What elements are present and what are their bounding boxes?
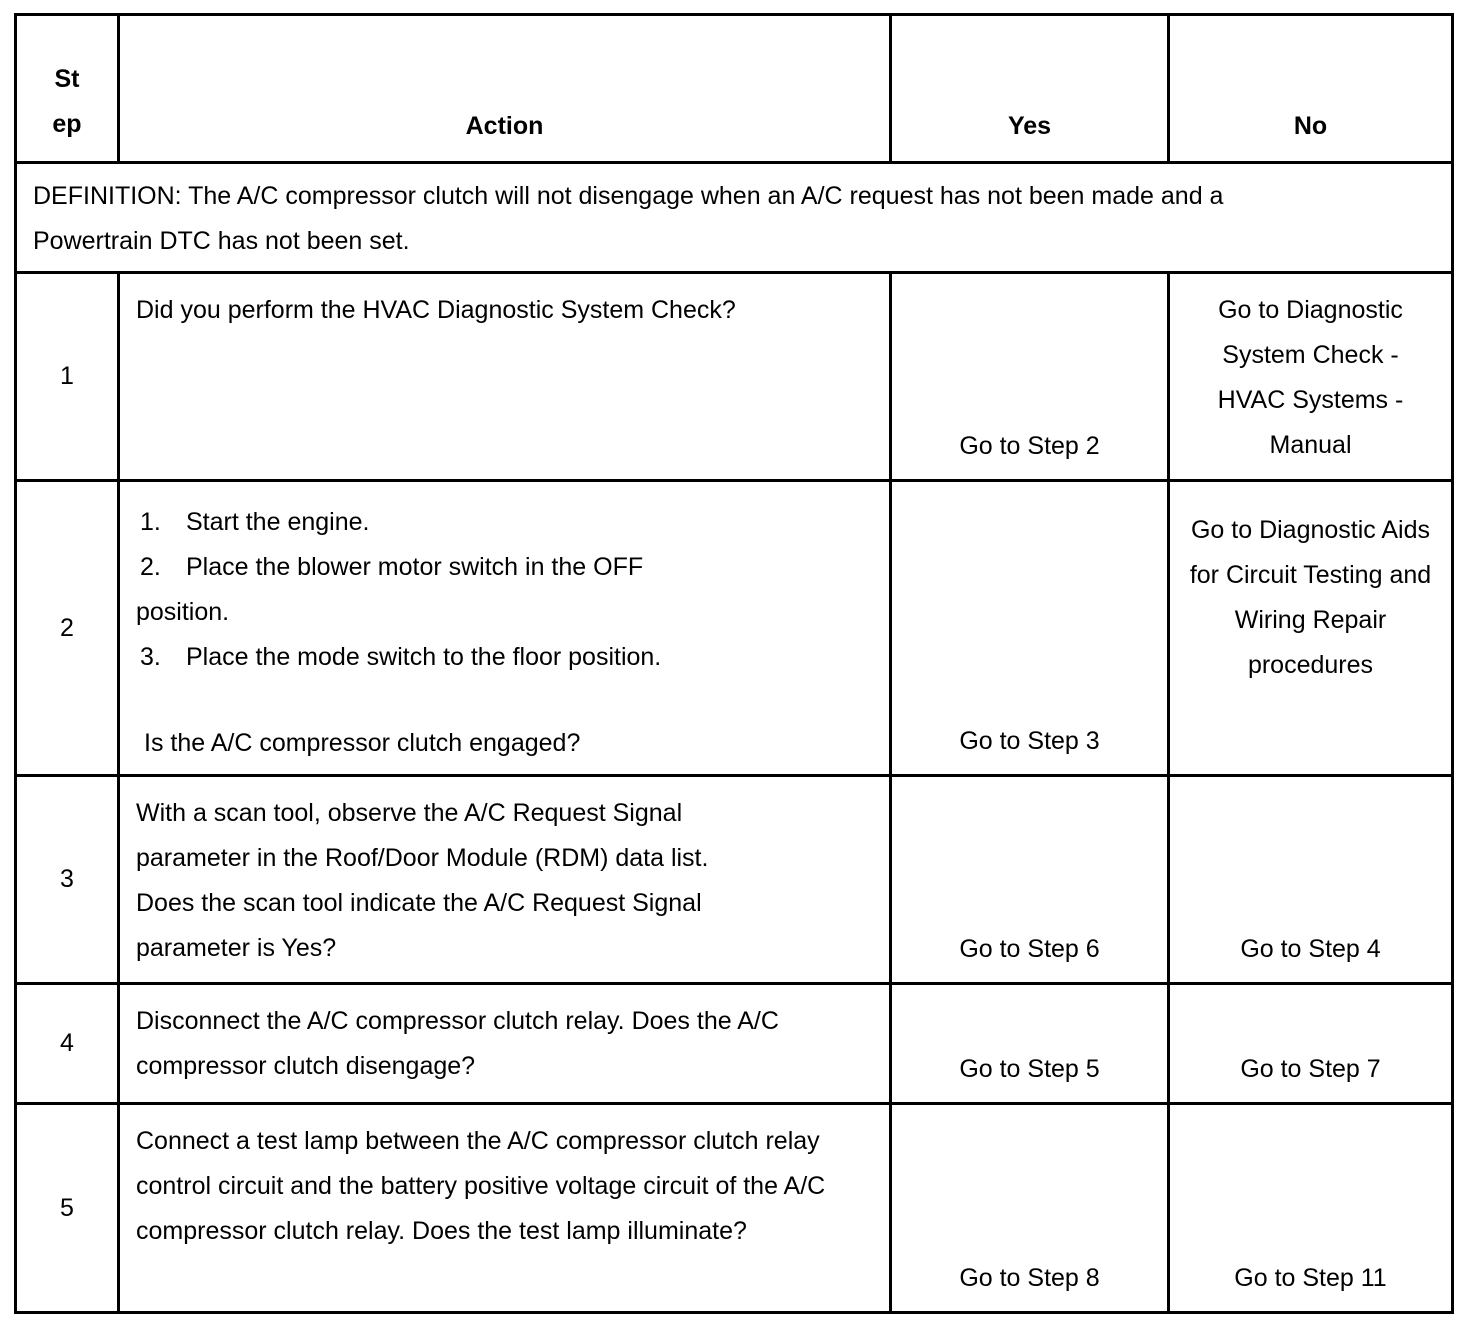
yes-result: Go to Step 5 — [891, 984, 1169, 1104]
definition-row — [16, 163, 1453, 273]
yes-result: Go to Step 6 — [891, 776, 1169, 984]
table-row — [16, 984, 1453, 1104]
header-row — [16, 15, 1453, 163]
action-text: With a scan tool, observe the A/C Request Signal parameter in the Roof/Door Module (RDM) data list. Does the scan tool indicate the A/C Request Signal parameter is Yes? — [119, 776, 891, 984]
no-result: Go to Diagnostic Aids for Circuit Testing and Wiring Repair procedures — [1169, 481, 1453, 776]
no-column-header: No — [1169, 15, 1453, 163]
action-list-item: 3. Place the mode switch to the floor position. — [140, 643, 662, 671]
action-list-item: 1. Start the engine. — [140, 508, 370, 536]
step-header-line2: ep — [52, 110, 82, 138]
step-header-line1: St — [54, 65, 80, 93]
yes-result: Go to Step 3 — [891, 481, 1169, 776]
table-row — [16, 1104, 1453, 1313]
step-number: 4 — [16, 984, 119, 1104]
definition-text: DEFINITION: The A/C compressor clutch will not disengage when an A/C request has not been made and a Powertrain DTC has not been set. — [16, 163, 1453, 273]
table-row — [16, 776, 1453, 984]
step-column-header — [16, 15, 119, 163]
no-result: Go to Diagnostic System Check - HVAC Systems - Manual — [1169, 273, 1453, 481]
table-row — [16, 481, 1453, 776]
action-question: Is the A/C compressor clutch engaged? — [144, 729, 581, 757]
yes-result: Go to Step 2 — [891, 273, 1169, 481]
step-number: 1 — [16, 273, 119, 481]
action-text: Connect a test lamp between the A/C compressor clutch relay control circuit and the battery positive voltage circuit of the A/C compressor clutch relay. Does the test lamp illuminate? — [119, 1104, 891, 1313]
action-list-item: 2. Place the blower motor switch in the OFF position. — [136, 553, 644, 626]
step-number: 3 — [16, 776, 119, 984]
yes-result: Go to Step 8 — [891, 1104, 1169, 1313]
diagnostic-table — [14, 13, 1454, 1314]
no-result: Go to Step 11 — [1169, 1104, 1453, 1313]
step-number: 2 — [16, 481, 119, 776]
action-text: Disconnect the A/C compressor clutch relay. Does the A/C compressor clutch disengage? — [119, 984, 891, 1104]
action-list — [119, 481, 891, 776]
no-result: Go to Step 7 — [1169, 984, 1453, 1104]
table-row — [16, 273, 1453, 481]
yes-column-header: Yes — [891, 15, 1169, 163]
step-number: 5 — [16, 1104, 119, 1313]
action-text: Did you perform the HVAC Diagnostic System Check? — [119, 273, 891, 481]
action-column-header: Action — [119, 15, 891, 163]
no-result: Go to Step 4 — [1169, 776, 1453, 984]
